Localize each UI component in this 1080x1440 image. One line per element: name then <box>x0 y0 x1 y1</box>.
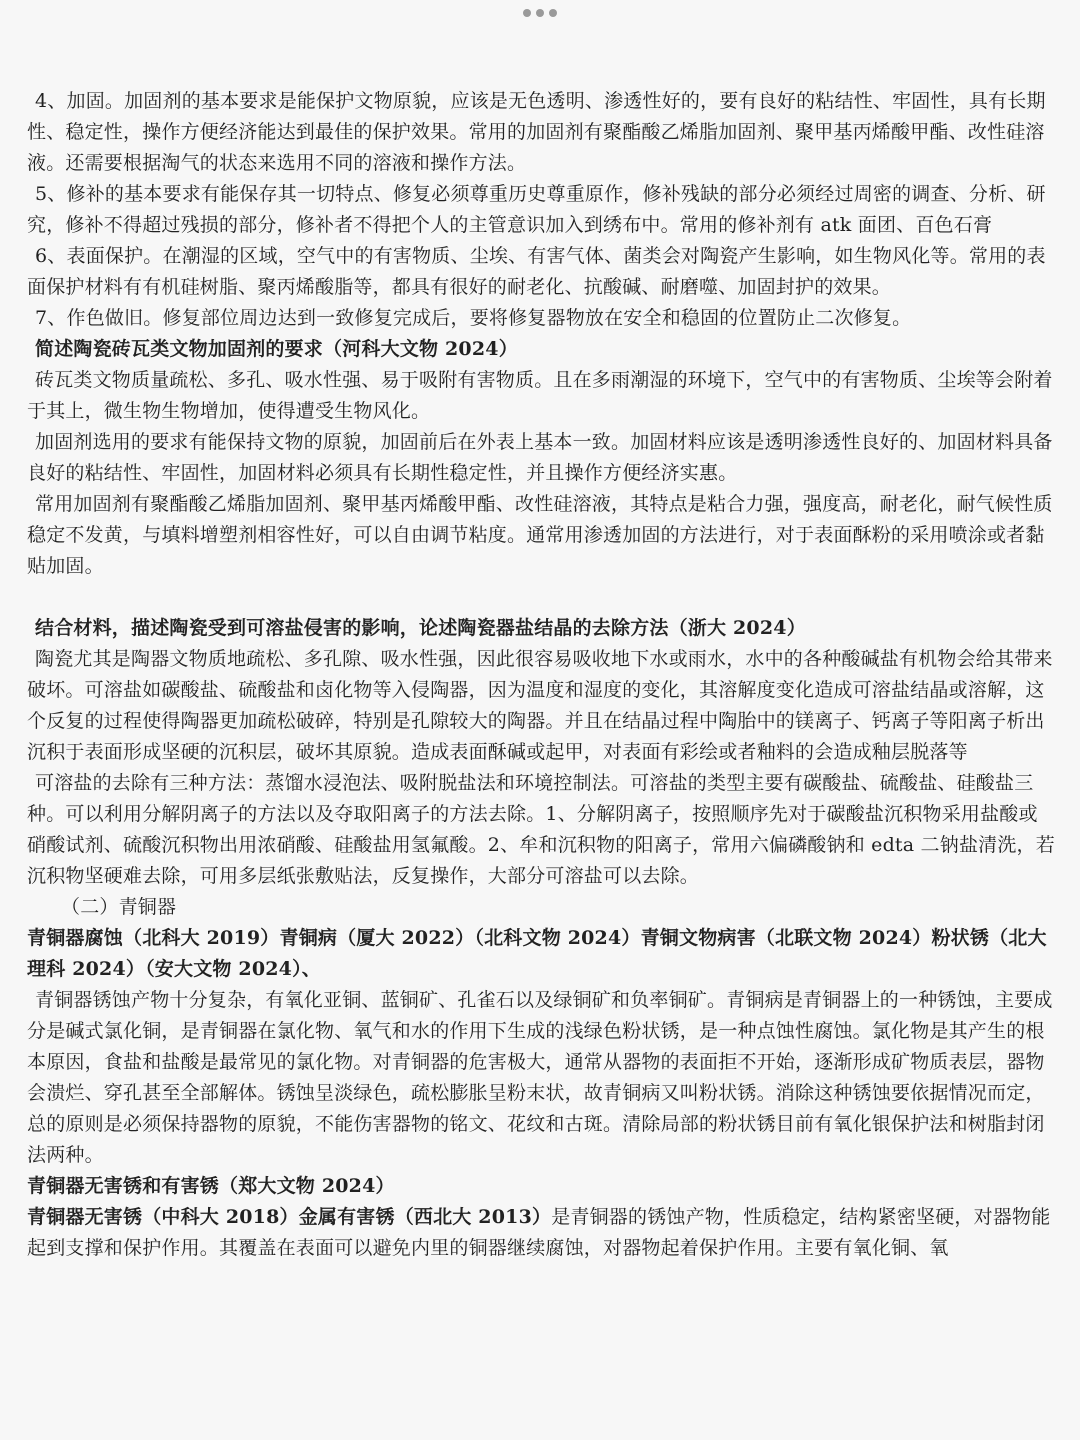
section-subtitle-bronze: （二）青铜器 <box>61 896 177 918</box>
paragraph-coloring: 7、作色做旧。修复部位周边达到一致修复完成后，要将修复器物放在安全和稳固的位置防止二次修复。 <box>35 307 912 329</box>
more-horizontal-icon[interactable] <box>523 8 557 18</box>
paragraph-repair: 5、修补的基本要求有能保存其一切特点、修复必须尊重历史尊重原作，修补残缺的部分必须经过周密的调查、分析、研究，修补不得超过残损的部分，修补者不得把个人的主管意识加入到绣布中。常用的修补剂有 atk 面团、百色石膏 <box>27 183 1046 236</box>
paragraph-harmless-rust <box>27 1202 1055 1264</box>
paragraph-surface-protection: 6、表面保护。在潮湿的区域，空气中的有害物质、尘埃、有害气体、菌类会对陶瓷产生影响，如生物风化等。常用的表面保护材料有有机硅树脂、聚丙烯酸脂等，都具有很好的耐老化、抗酸碱、耐磨噬、加固封护的效果。 <box>27 245 1046 298</box>
paragraph-brick-tile-properties: 砖瓦类文物质量疏松、多孔、吸水性强、易于吸附有害物质。且在多雨潮湿的环境下，空气中的有害物质、尘埃等会附着于其上，微生物生物增加，使得遭受生物风化。 <box>27 369 1053 422</box>
document-body <box>27 86 1055 1264</box>
heading-brick-tile-consolidant: 简述陶瓷砖瓦类文物加固剂的要求（河科大文物 2024） <box>35 338 518 360</box>
harmless-rust-text: 是青铜器的锈蚀产物，性质稳定，结构紧密坚硬，对器物能起到支撑和保护作用。其覆盖在表面可以避免内里的铜器继续腐蚀，对器物起着保护作用。主要有氧化铜、氧 <box>27 1206 1051 1259</box>
paragraph-consolidant-requirements: 加固剂选用的要求有能保持文物的原貌，加固前后在外表上基本一致。加固材料应该是透明渗透性良好的、加固材料具备良好的粘结性、牢固性，加固材料必须具有长期性稳定性，并且操作方便经济实惠。 <box>27 431 1053 484</box>
dot <box>536 9 544 17</box>
harmless-rust-bold-lead: 青铜器无害锈（中科大 2018）金属有害锈（西北大 2013） <box>27 1206 552 1228</box>
paragraph-bronze-disease: 青铜器锈蚀产物十分复杂，有氧化亚铜、蓝铜矿、孔雀石以及绿铜矿和负率铜矿。青铜病是青铜器上的一种锈蚀，主要成分是碱式氯化铜，是青铜器在氯化物、氧气和水的作用下生成的浅绿色粉状锈，是一种点蚀性腐蚀。氯化物是其产生的根本原因，食盐和盐酸是最常见的氯化物。对青铜器的危害极大，通常从器物的表面拒不开始，逐渐形成矿物质表层，器物会溃烂、穿孔甚至全部解体。锈蚀呈淡绿色，疏松膨胀呈粉末状，故青铜病又叫粉状锈。消除这种锈蚀要依据情况而定，总的原则是必须保持器物的原貌，不能伤害器物的铭文、花纹和古斑。清除局部的粉状锈目前有氧化银保护法和树脂封闭法两种。 <box>27 989 1053 1166</box>
heading-soluble-salt: 结合材料，描述陶瓷受到可溶盐侵害的影响，论述陶瓷器盐结晶的去除方法（浙大 2024） <box>35 617 806 639</box>
paragraph-salt-removal: 可溶盐的去除有三种方法：蒸馏水浸泡法、吸附脱盐法和环境控制法。可溶盐的类型主要有碳酸盐、硫酸盐、硅酸盐三种。可以利用分解阴离子的方法以及夺取阳离子的方法去除。1、分解阴离子，按照顺序先对于碳酸盐沉积物采用盐酸或硝酸试剂、硫酸沉积物出用浓硝酸、硅酸盐用氢氟酸。2、牟和沉积物的阳离子，常用六偏磷酸钠和 edta 二钠盐清洗，若沉积物坚硬难去除，可用多层纸张敷贴法，反复操作，大部分可溶盐可以去除。 <box>27 772 1055 887</box>
dot <box>523 9 531 17</box>
heading-harmless-harmful-rust: 青铜器无害锈和有害锈（郑大文物 2024） <box>27 1175 395 1197</box>
paragraph-common-consolidants: 常用加固剂有聚酯酸乙烯脂加固剂、聚甲基丙烯酸甲酯、改性硅溶液，其特点是粘合力强，强度高，耐老化，耐气候性质稳定不发黄，与填料增塑剂相容性好，可以自由调节粘度。通常用渗透加固的方法进行，对于表面酥粉的采用喷涂或者黏贴加固。 <box>27 493 1053 577</box>
paragraph-reinforcement: 4、加固。加固剂的基本要求是能保护文物原貌，应该是无色透明、渗透性好的，要有良好的粘结性、牢固性，具有长期性、稳定性，操作方便经济能达到最佳的保护效果。常用的加固剂有聚酯酸乙烯脂加固剂、聚甲基丙烯酸甲酯、改性硅溶液。还需要根据淘气的状态来选用不同的溶液和操作方法。 <box>27 90 1046 174</box>
heading-bronze-corrosion: 青铜器腐蚀（北科大 2019）青铜病（厦大 2022）（北科文物 2024）青铜文物病害（北联文物 2024）粉状锈（北大理科 2024）（安大文物 2024）、 <box>27 927 1047 980</box>
dot <box>549 9 557 17</box>
paragraph-salt-damage: 陶瓷尤其是陶器文物质地疏松、多孔隙、吸水性强，因此很容易吸收地下水或雨水，水中的各种酸碱盐有机物会给其带来破坏。可溶盐如碳酸盐、硫酸盐和卤化物等入侵陶器，因为温度和湿度的变化，其溶解度变化造成可溶盐结晶或溶解，这个反复的过程使得陶器更加疏松破碎，特别是孔隙较大的陶器。并且在结晶过程中陶胎中的镁离子、钙离子等阳离子析出沉积于表面形成坚硬的沉积层，破坏其原貌。造成表面酥碱或起甲，对表面有彩绘或者釉料的会造成釉层脱落等 <box>27 648 1053 763</box>
spacer <box>27 582 1055 613</box>
